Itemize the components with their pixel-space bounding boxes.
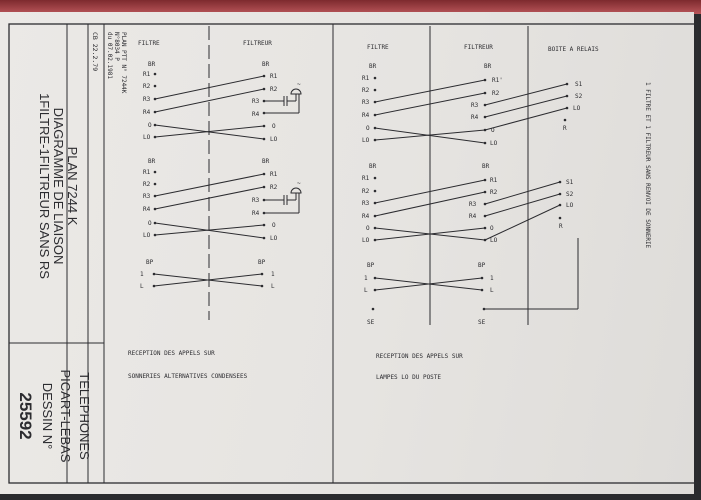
lbl-r4: R4	[143, 109, 151, 116]
lbl-o-right: O	[272, 222, 276, 229]
lbl-r1-right: R1	[270, 171, 278, 178]
ptt-ref: N°8034 P	[113, 32, 120, 61]
drawing-number: 25592	[16, 392, 35, 440]
lbl-br-r4: BR	[482, 163, 490, 170]
lbl-r4: R4	[362, 112, 370, 119]
lbl-r3: R3	[143, 96, 151, 103]
lbl-r3-right: R3	[252, 98, 260, 105]
lbl-r1: R1	[362, 75, 370, 82]
lbl-o: O	[148, 122, 152, 129]
lbl-r4-right: R4	[252, 111, 260, 118]
lbl-bp-left: BP	[146, 259, 154, 266]
lbl-r2-right: R2	[270, 184, 278, 191]
caption-right-1: RECEPTION DES APPELS SUR	[376, 353, 463, 360]
diagram-title: DIAGRAMME DE LIAISON	[51, 107, 66, 265]
lbl-se-right: SE	[478, 319, 486, 326]
bell-tilde-2: ~	[297, 180, 301, 187]
lbl-lo: LO	[143, 134, 151, 141]
lbl-r2-right: R2	[492, 90, 500, 97]
lbl-o: O	[366, 125, 370, 132]
lbl-lo: LO	[362, 137, 370, 144]
lbl-r3: R3	[362, 99, 370, 106]
drawing-label: DESSIN N°	[40, 382, 55, 450]
side-note: 1 FILTRE ET 1 FILTREUR SANS RENVOI DE SONNERIE	[644, 82, 651, 249]
ptt-plan: PLAN PTT N° 7244K	[120, 32, 127, 94]
lbl-o-right: O	[272, 123, 276, 130]
lbl-lo-right: LO	[490, 237, 498, 244]
lbl-r3-right: R3	[469, 201, 477, 208]
lbl-br-r1: BR	[262, 61, 270, 68]
lbl-r1: R1	[143, 71, 151, 78]
header-filtreur-left: FILTREUR	[243, 40, 272, 47]
lbl-lo: LO	[362, 237, 370, 244]
lbl-r4: R4	[362, 213, 370, 220]
lbl-r1: R1	[362, 175, 370, 182]
lbl-s2: S2	[575, 93, 583, 100]
lbl-r1: R1	[143, 169, 151, 176]
lbl-l-right: L	[271, 283, 275, 290]
bell-tilde-1: ~	[297, 81, 301, 88]
lbl-r2: R2	[143, 83, 151, 90]
lbl-r2-right: R2	[490, 189, 498, 196]
lbl-r3-right: R3	[471, 102, 479, 109]
header-filtreur-right: FILTREUR	[464, 44, 493, 51]
signature: CB 22.2.79	[91, 32, 99, 72]
lbl-bp-right: BP	[258, 259, 266, 266]
caption-right-2: LAMPES LO DU POSTE	[376, 374, 442, 381]
lbl-r1-right: R1	[270, 73, 278, 80]
lbl-l-left2: L	[364, 287, 368, 294]
lbl-lo: LO	[143, 232, 151, 239]
lbl-1-left: 1	[140, 271, 144, 278]
lbl-bp-left2: BP	[367, 262, 375, 269]
lbl-r4-right: R4	[471, 114, 479, 121]
lbl-r-relais: R	[559, 223, 563, 230]
lbl-r1-right: R1	[490, 177, 498, 184]
lbl-o-right: O	[491, 127, 495, 134]
plan-title: PLAN 7244 K	[65, 146, 80, 226]
lbl-br-l4: BR	[369, 163, 377, 170]
lbl-r4-right: R4	[252, 210, 260, 217]
caption-left-2: SONNERIES ALTERNATIVES CONDENSEES	[128, 373, 248, 380]
header-filtre-left: FILTRE	[138, 40, 160, 47]
lbl-s1: S1	[575, 81, 583, 88]
lbl-r2: R2	[362, 87, 370, 94]
lbl-lo-right: LO	[490, 140, 498, 147]
right-block-2	[362, 163, 574, 244]
lbl-o-right: O	[490, 225, 494, 232]
lbl-r2-right: R2	[270, 86, 278, 93]
lbl-r1-prime: R1'	[492, 77, 503, 84]
lbl-1-right: 1	[271, 271, 275, 278]
lbl-br-l2: BR	[148, 158, 156, 165]
caption-left-1: RECEPTION DES APPELS SUR	[128, 350, 215, 357]
header-boite-relais: BOITE A RELAIS	[548, 46, 599, 53]
lbl-se-left: SE	[367, 319, 375, 326]
company-name: PICART-LEBAS	[58, 369, 73, 463]
lbl-lo-relais: LO	[566, 202, 574, 209]
lbl-br-l3: BR	[369, 63, 377, 70]
lbl-1-left2: 1	[364, 275, 368, 282]
left-block-1	[143, 71, 301, 143]
lbl-r4: R4	[143, 206, 151, 213]
lbl-l-left: L	[140, 283, 144, 290]
lbl-r2: R2	[362, 188, 370, 195]
lbl-r3-right: R3	[252, 197, 260, 204]
lbl-r-relais: R	[563, 125, 567, 132]
lbl-lo-right: LO	[270, 136, 278, 143]
lbl-o: O	[366, 225, 370, 232]
lbl-r3: R3	[143, 193, 151, 200]
header-filtre-right: FILTRE	[367, 44, 389, 51]
lbl-l-right2: L	[490, 287, 494, 294]
company-line1: TELEPHONES	[77, 372, 92, 460]
lbl-1-right2: 1	[490, 275, 494, 282]
lbl-r3: R3	[362, 200, 370, 207]
left-bp-block	[140, 259, 275, 290]
lbl-s1: S1	[566, 179, 574, 186]
lbl-br-r3: BR	[484, 63, 492, 70]
right-block-1	[362, 63, 583, 147]
right-bp-block	[364, 238, 578, 326]
lbl-r4-right: R4	[469, 213, 477, 220]
lbl-lo-right: LO	[270, 235, 278, 242]
lbl-lo-relais: LO	[573, 105, 581, 112]
left-block-2	[143, 158, 301, 242]
ptt-date: du 07.02.1981	[106, 32, 113, 79]
lbl-r2: R2	[143, 181, 151, 188]
diagram-subtitle: 1FILTRE-1FILTREUR SANS RS	[37, 93, 52, 279]
lbl-s2: S2	[566, 191, 574, 198]
lbl-o: O	[148, 220, 152, 227]
lbl-bp-right2: BP	[478, 262, 486, 269]
sheet-border	[9, 24, 697, 483]
lbl-br-l1: BR	[148, 61, 156, 68]
lbl-br-r2: BR	[262, 158, 270, 165]
